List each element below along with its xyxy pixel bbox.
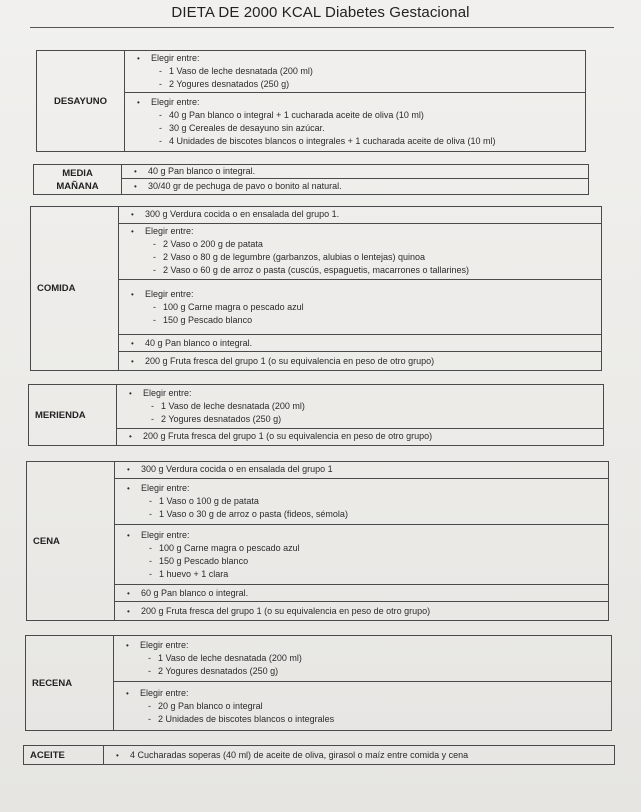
bullet-icon: • <box>127 588 130 598</box>
row-item: 4 Unidades de biscotes blancos o integrales + 1 cucharada aceite de oliva (10 ml) <box>169 136 496 146</box>
bullet-icon: • <box>137 98 140 107</box>
row-item: 2 Vaso o 60 g de arroz o pasta (cuscús, espaguetis, macarrones o tallarines) <box>163 265 469 276</box>
meal-row <box>119 207 601 224</box>
meal-aceite <box>23 745 615 765</box>
row-head: 30/40 gr de pechuga de pavo o bonito al natural. <box>148 181 342 192</box>
bullet-icon: • <box>131 356 134 366</box>
bullet-icon: • <box>131 210 134 220</box>
row-head: Elegir entre: <box>140 687 189 698</box>
meal-row: • Elegir entre: - 100 g Carne magra o pescado azul - 150 g Pescado blanco - 1 huevo + 1 clara <box>115 525 608 585</box>
meal-row: • Elegir entre: - 2 Vaso o 200 g de patata - 2 Vaso o 80 g de legumbre (garbanzos, alubias o lentejas) quinoa - 2 Vaso o 60 g de arroz o pasta (cuscús, espaguetis, macarrones o tallarines) <box>119 224 601 280</box>
meal-cena <box>26 461 609 621</box>
row-head: Elegir entre: <box>141 483 190 493</box>
row-head: Elegir entre: <box>143 387 192 398</box>
bullet-icon: • <box>134 167 137 177</box>
meal-row <box>115 602 608 620</box>
meal-row <box>119 352 601 370</box>
row-item: 1 Vaso o 30 g de arroz o pasta (fideos, sémola) <box>159 509 348 519</box>
meal-label: ACEITE <box>24 746 104 764</box>
meal-row: • Elegir entre: - 40 g Pan blanco o integral + 1 cucharada aceite de oliva (10 ml) - 30 g Cereales de desayuno sin azúcar. - 4 Unidades de biscotes blancos o integrales + 1 cucharada aceite de oliva (10 ml) <box>137 97 496 146</box>
row-item: 40 g Pan blanco o integral + 1 cucharada aceite de oliva (10 ml) <box>169 110 424 120</box>
meal-label: MEDIA MAÑANA <box>34 165 122 194</box>
row-item: 100 g Carne magra o pescado azul <box>159 542 300 553</box>
meal-row: • Elegir entre: - 1 Vaso de leche desnatada (200 ml) - 2 Yogures desnatados (250 g) <box>114 636 611 682</box>
row-item: 30 g Cereales de desayuno sin azúcar. <box>169 123 325 133</box>
row-head: Elegir entre: <box>145 288 194 299</box>
row-item: 2 Vaso o 200 g de patata <box>163 239 263 250</box>
row-item: 150 g Pescado blanco <box>159 555 249 566</box>
meal-row <box>115 462 608 479</box>
page-title: DIETA DE 2000 KCAL Diabetes Gestacional <box>171 4 470 21</box>
row-item: 2 Vaso o 80 g de legumbre (garbanzos, alubias o lentejas) quinoa <box>163 252 426 263</box>
meal-recena <box>25 635 612 731</box>
bullet-icon: • <box>129 388 132 398</box>
row-item: 2 Yogures desnatados (250 g) <box>169 79 290 89</box>
row-item: 100 g Carne magra o pescado azul <box>163 301 304 312</box>
meal-row <box>104 746 614 764</box>
meal-row <box>122 179 588 194</box>
bullet-icon: • <box>127 465 130 475</box>
meal-media-manana <box>33 164 589 195</box>
row-head: 40 g Pan blanco o integral. <box>148 166 256 177</box>
title-divider <box>30 27 614 28</box>
row-head: 40 g Pan blanco o integral. <box>145 337 253 348</box>
meal-label: CENA <box>27 462 115 620</box>
meal-label: MERIENDA <box>29 385 117 445</box>
meal-row: • Elegir entre: - 1 Vaso o 100 g de patata - 1 Vaso o 30 g de arroz o pasta (fideos, sémola) <box>115 479 608 525</box>
row-item: 20 g Pan blanco o integral <box>158 700 263 711</box>
row-item: 1 Vaso de leche desnatada (200 ml) <box>169 66 313 76</box>
bullet-icon: • <box>131 338 134 348</box>
row-head: Elegir entre: <box>151 53 200 63</box>
row-head: 4 Cucharadas soperas (40 ml) de aceite de oliva, girasol o maíz entre comida y cena <box>130 749 469 760</box>
meal-merienda <box>28 384 604 446</box>
bullet-icon: • <box>137 54 140 63</box>
row-head: Elegir entre: <box>141 529 190 540</box>
meal-row: • Elegir entre: - 1 Vaso de leche desnatada (200 ml) - 2 Yogures desnatados (250 g) <box>125 51 585 93</box>
row-item: 2 Yogures desnatados (250 g) <box>161 413 282 424</box>
bullet-icon: • <box>134 182 137 192</box>
row-head: 200 g Fruta fresca del grupo 1 (o su equivalencia en peso de otro grupo) <box>141 605 431 616</box>
bullet-icon: • <box>126 641 129 651</box>
row-head: 300 g Verdura cocida o en ensalada del grupo 1 <box>141 464 333 475</box>
bullet-icon: • <box>131 289 134 299</box>
bullet-icon: • <box>127 530 130 540</box>
bullet-icon: • <box>131 227 134 237</box>
row-item: 150 g Pescado blanco <box>163 314 253 325</box>
bullet-icon: • <box>116 750 119 760</box>
row-item: 1 Vaso de leche desnatada (200 ml) <box>161 400 305 411</box>
meal-row <box>117 429 603 445</box>
row-head: Elegir entre: <box>145 226 194 237</box>
row-head: 60 g Pan blanco o integral. <box>141 587 249 598</box>
row-head: 200 g Fruta fresca del grupo 1 (o su equivalencia en peso de otro grupo) <box>143 431 433 442</box>
bullet-icon: • <box>127 606 130 616</box>
meal-row <box>119 335 601 352</box>
row-head: Elegir entre: <box>151 97 200 107</box>
bullet-icon: • <box>127 484 130 493</box>
meal-row: • Elegir entre: - 1 Vaso de leche desnatada (200 ml) - 2 Yogures desnatados (250 g) <box>117 385 603 429</box>
meal-label: RECENA <box>26 636 114 730</box>
row-head: 200 g Fruta fresca del grupo 1 (o su equivalencia en peso de otro grupo) <box>145 355 435 366</box>
row-item: 2 Yogures desnatados (250 g) <box>158 666 279 677</box>
row-item: 1 huevo + 1 clara <box>159 568 229 579</box>
meal-row: • Elegir entre: - 100 g Carne magra o pescado azul - 150 g Pescado blanco <box>119 280 601 335</box>
meal-label: DESAYUNO <box>37 51 125 151</box>
bullet-icon: • <box>126 688 129 698</box>
bullet-icon: • <box>129 432 132 442</box>
row-item: 2 Unidades de biscotes blancos o integrales <box>158 713 335 724</box>
meal-row <box>122 165 588 179</box>
meal-row <box>115 585 608 602</box>
meal-desayuno <box>36 50 586 152</box>
row-head: Elegir entre: <box>140 640 189 651</box>
meal-comida <box>30 206 602 371</box>
meal-label: COMIDA <box>31 207 119 370</box>
meal-row: • Elegir entre: - 20 g Pan blanco o integral - 2 Unidades de biscotes blancos o integrales <box>126 687 335 724</box>
row-item: 1 Vaso de leche desnatada (200 ml) <box>158 653 302 664</box>
row-head: 300 g Verdura cocida o en ensalada del grupo 1. <box>145 209 340 220</box>
row-item: 1 Vaso o 100 g de patata <box>159 496 259 506</box>
